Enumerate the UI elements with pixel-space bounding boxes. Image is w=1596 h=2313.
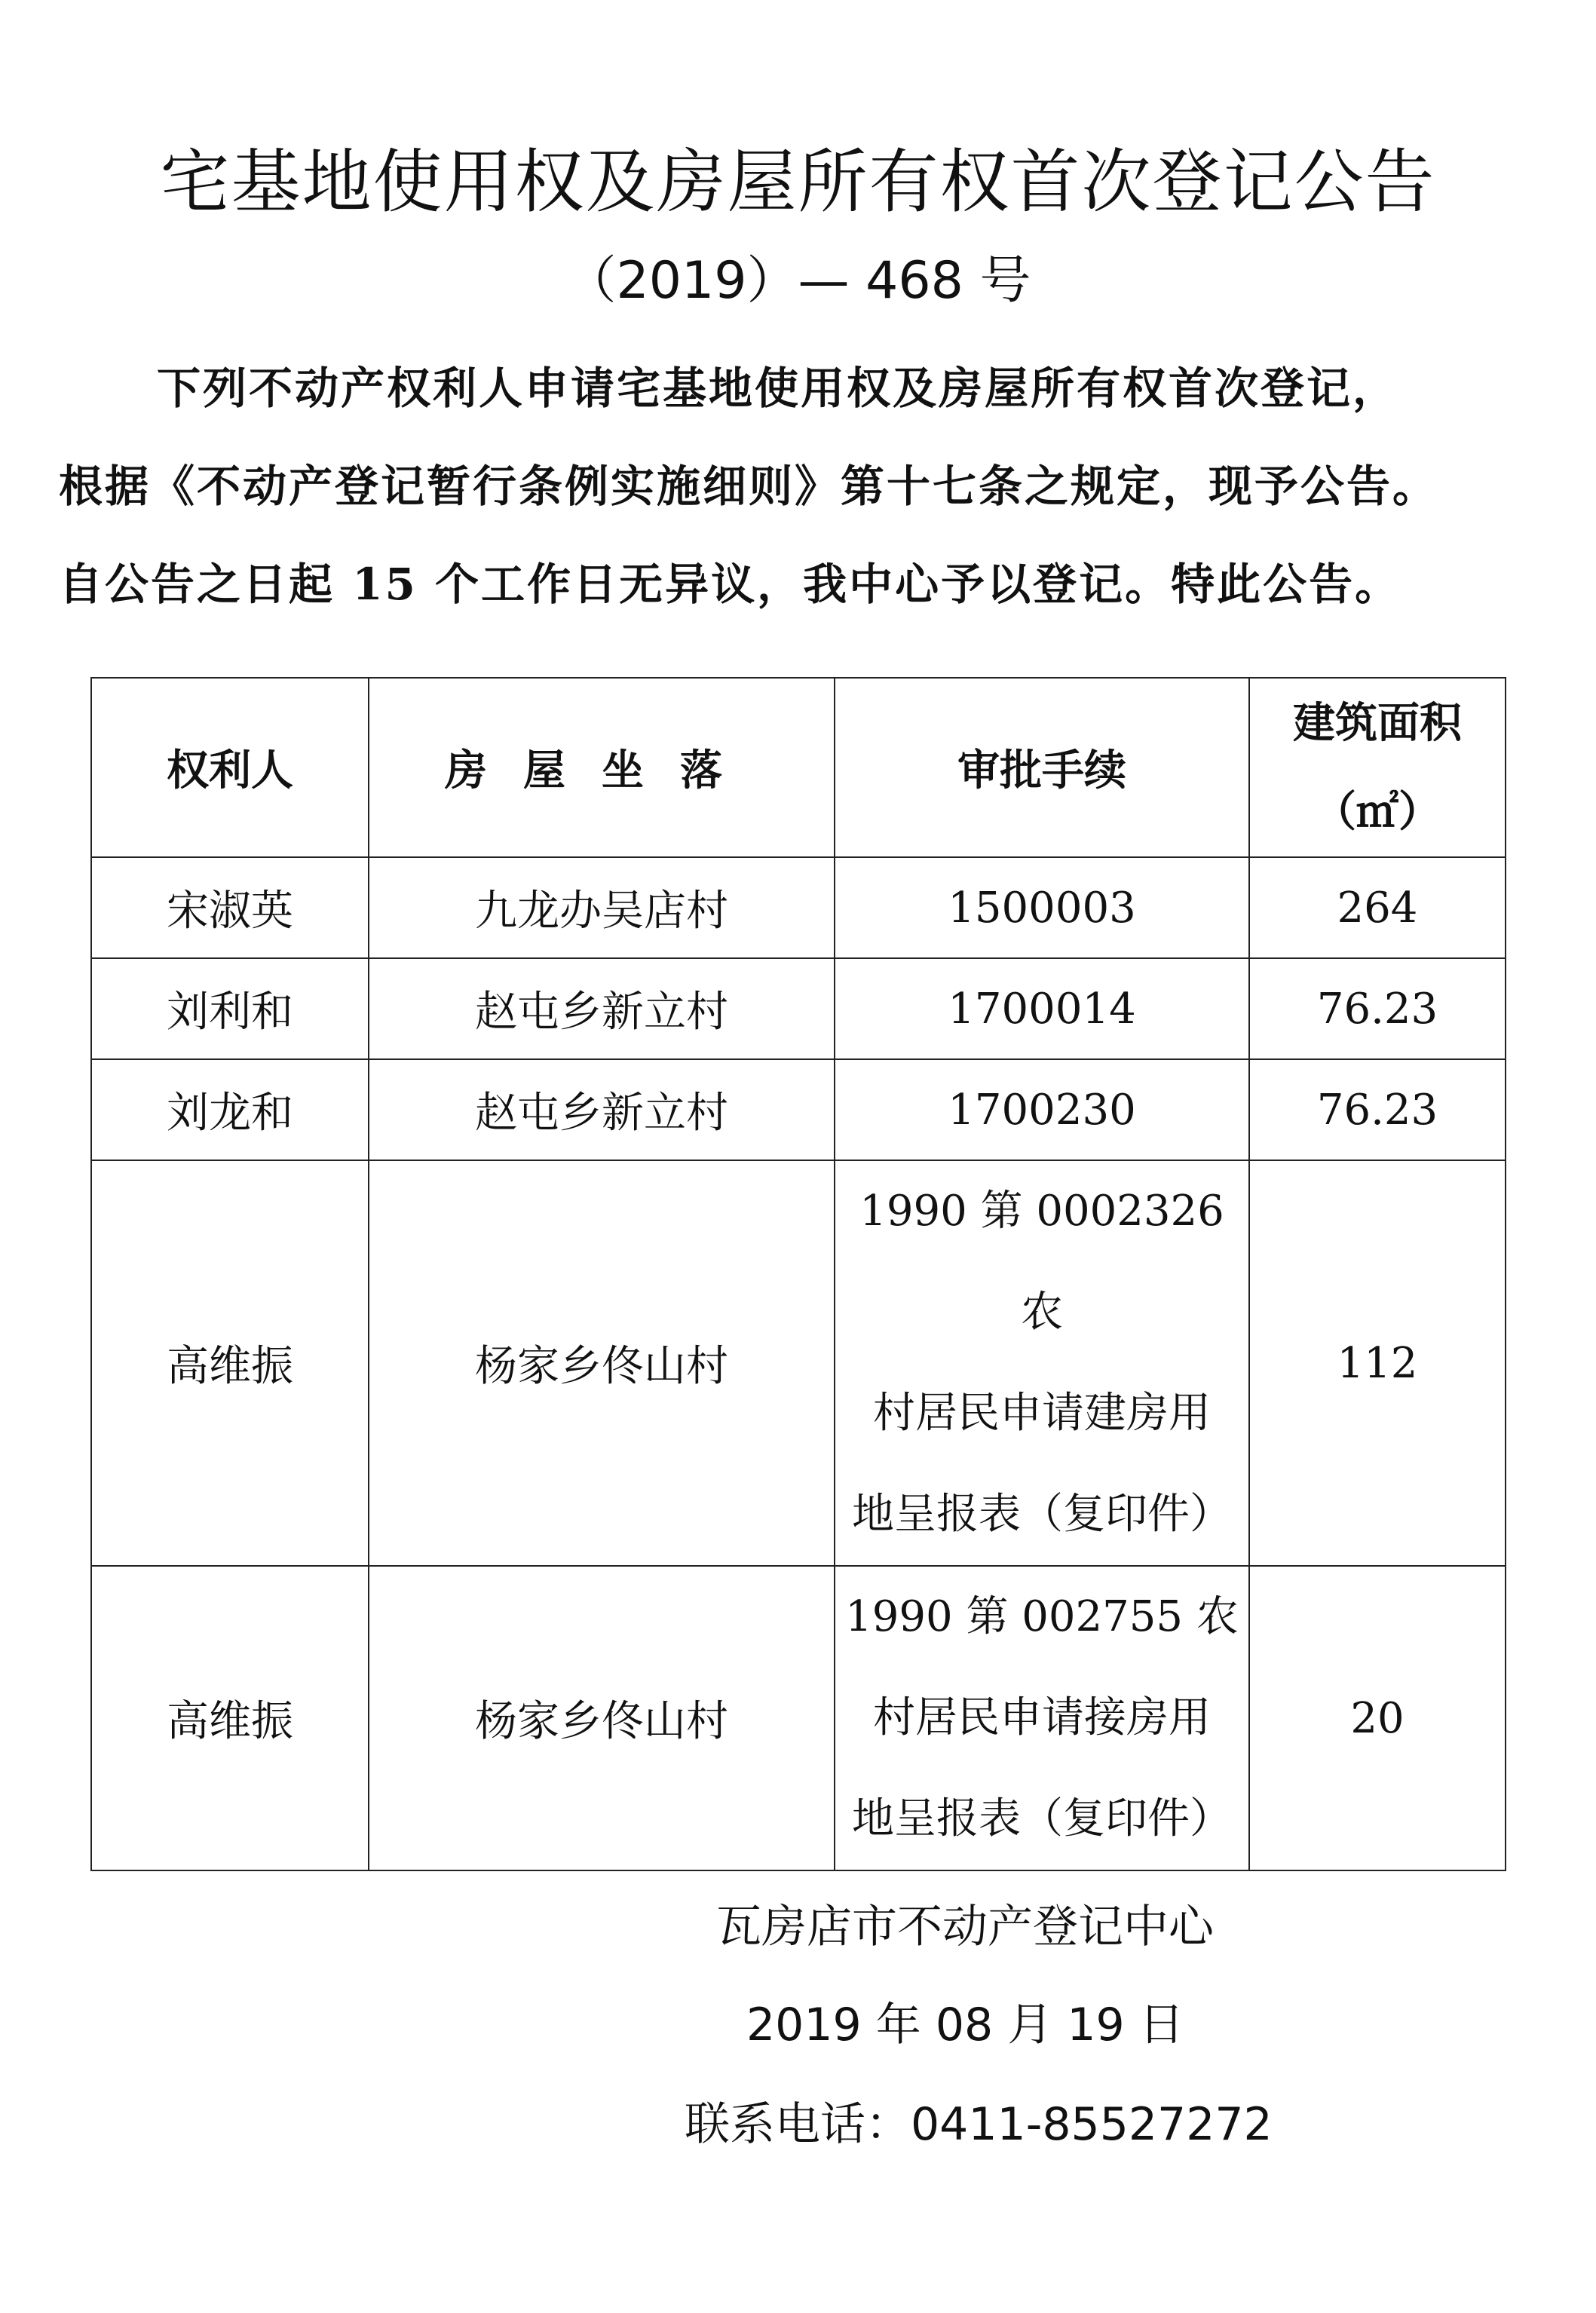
- approval-line: 地呈报表（复印件）: [852, 1794, 1232, 1843]
- cell-approval: 1700014: [835, 958, 1249, 1059]
- contact-phone: 联系电话：0411-85527272: [685, 2098, 1273, 2151]
- registration-table: [90, 677, 1506, 1871]
- approval-line: 村居民申请接房用: [873, 1693, 1211, 1742]
- cell-holder: 刘利和: [91, 958, 369, 1059]
- issuing-organization: 瓦房店市不动产登记中心: [716, 1901, 1214, 1953]
- approval-line: 村居民申请建房用: [873, 1389, 1211, 1438]
- cell-approval: 1500003: [835, 857, 1249, 958]
- cell-area: 264: [1249, 857, 1506, 958]
- cell-holder: 宋淑英: [91, 857, 369, 958]
- intro-paragraph-line-1: 下列不动产权利人申请宅基地使用权及房屋所有权首次登记，: [157, 363, 1399, 414]
- intro-paragraph-line-3: 自公告之日起 15 个工作日无异议，我中心予以登记。特此公告。: [59, 559, 1401, 610]
- table-row: [91, 958, 1506, 1059]
- cell-area: 20: [1249, 1566, 1506, 1870]
- cell-area: 112: [1249, 1160, 1506, 1566]
- table-row: [91, 857, 1506, 958]
- cell-location: 九龙办吴店村: [369, 857, 835, 958]
- document-number: （2019）— 468 号: [565, 251, 1031, 311]
- header-area-unit: （㎡）: [1314, 787, 1441, 837]
- cell-location: 赵屯乡新立村: [369, 958, 835, 1059]
- header-location: 房屋坐落: [369, 678, 835, 857]
- cell-location: 杨家乡佟山村: [369, 1566, 835, 1870]
- cell-location: 杨家乡佟山村: [369, 1160, 835, 1566]
- cell-area: 76.23: [1249, 1059, 1506, 1160]
- cell-location: 赵屯乡新立村: [369, 1059, 835, 1160]
- cell-holder: 高维振: [91, 1566, 369, 1870]
- issue-date: 2019 年 08 月 19 日: [746, 1999, 1184, 2051]
- header-area: [1249, 678, 1506, 857]
- table-row: [91, 1566, 1506, 1870]
- cell-approval: [835, 1566, 1249, 1870]
- cell-area: 76.23: [1249, 958, 1506, 1059]
- approval-line: 1990 第 002755 农: [845, 1592, 1239, 1641]
- table-header-row: [91, 678, 1506, 857]
- header-area-label: 建筑面积: [1293, 698, 1462, 748]
- approval-line: 1990 第 0002326 农: [859, 1187, 1224, 1337]
- intro-paragraph-line-2: 根据《不动产登记暂行条例实施细则》第十七条之规定，现予公告。: [59, 461, 1439, 512]
- cell-holder: 高维振: [91, 1160, 369, 1566]
- table-row: [91, 1160, 1506, 1566]
- approval-line: 地呈报表（复印件）: [852, 1490, 1232, 1539]
- header-holder: 权利人: [91, 678, 369, 857]
- cell-holder: 刘龙和: [91, 1059, 369, 1160]
- header-approval: 审批手续: [835, 678, 1249, 857]
- cell-approval: 1700230: [835, 1059, 1249, 1160]
- table-row: [91, 1059, 1506, 1160]
- page-title: 宅基地使用权及房屋所有权首次登记公告: [160, 142, 1436, 222]
- cell-approval: [835, 1160, 1249, 1566]
